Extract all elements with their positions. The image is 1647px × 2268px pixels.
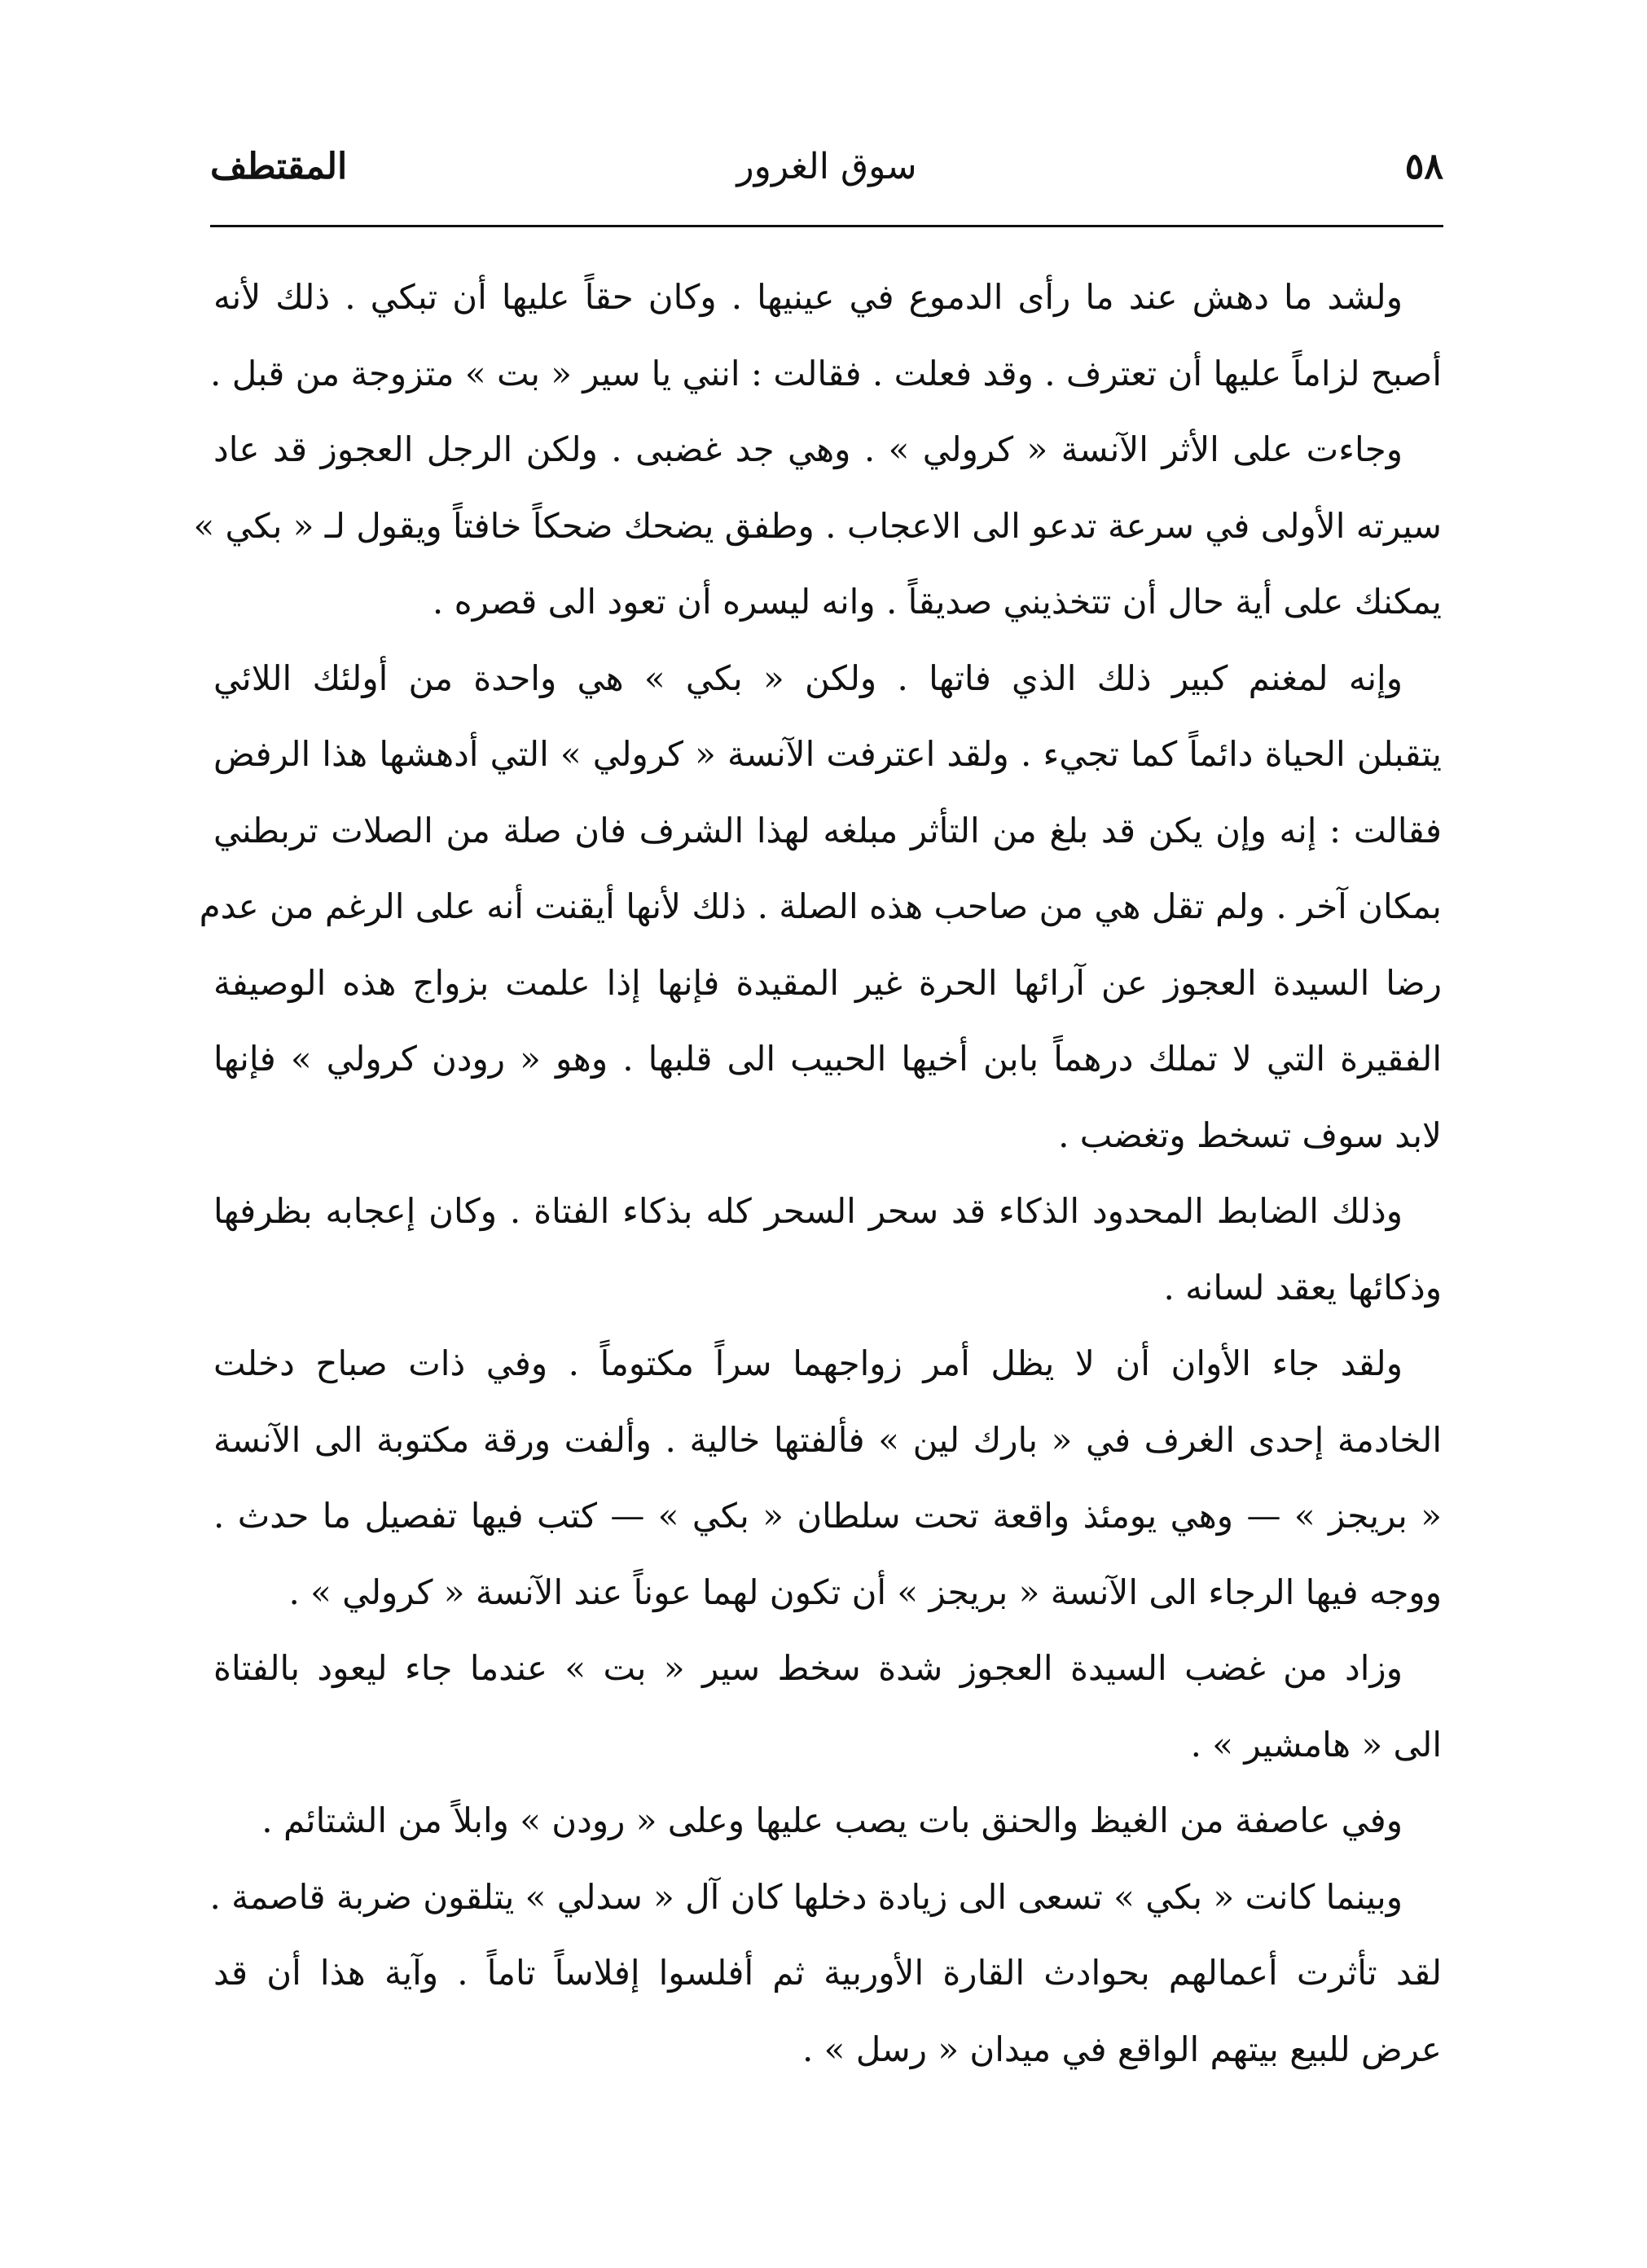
text-line: وذكائها يعقد لسانه . bbox=[1163, 1267, 1442, 1308]
text-line: فقالت : إنه وإن يكن قد بلغ من التأثر مبلغه لهذا الشرف فان صلة من الصلات تربطني bbox=[213, 810, 1442, 850]
text-line: الى « هامشير » . bbox=[1190, 1724, 1442, 1765]
paragraph bbox=[213, 1173, 1442, 1325]
text-line: الخادمة إحدى الغرف في « بارك لين » فألفتها خالية . وألفت ورقة مكتوبة الى الآنسة bbox=[213, 1419, 1442, 1460]
text-line: يتقبلن الحياة دائماً كما تجيء . ولقد اعترفت الآنسة « كرولي » التي أدهشها هذا الرفض bbox=[213, 734, 1442, 774]
text-line: لقد تأثرت أعمالهم بحوادث القارة الأوربية ثم أفلسوا إفلاساً تاماً . وآية هذا أن قد bbox=[213, 1953, 1442, 1993]
paragraph bbox=[213, 1630, 1442, 1782]
page-number: ٥٨ bbox=[1404, 146, 1443, 187]
text-line: أصبح لزاماً عليها أن تعترف . وقد فعلت . فقالت : انني يا سير « بت » متزوجة من قبل . bbox=[210, 353, 1442, 393]
text-line: ووجه فيها الرجاء الى الآنسة « بريجز » أن تكون لهما عوناً عند الآنسة « كرولي » . bbox=[288, 1571, 1442, 1612]
text-line: رضا السيدة العجوز عن آرائها الحرة غير المقيدة فإنها إذا علمت بزواج هذه الوصيفة bbox=[213, 962, 1442, 1003]
text-line: الفقيرة التي لا تملك درهماً بابن أخيها الحبيب الى قلبها . وهو « رودن كرولي » فإنها bbox=[213, 1039, 1442, 1079]
magazine-name: المقتطف bbox=[210, 146, 348, 187]
text-line: وجاءت على الأثر الآنسة « كرولي » . وهي جد غضبى . ولكن الرجل العجوز قد عاد bbox=[213, 429, 1403, 469]
text-line: لابد سوف تسخط وتغضب . bbox=[1058, 1114, 1442, 1155]
text-line: ولشد ما دهش عند ما رأى الدموع في عينيها . وكان حقاً عليها أن تبكي . ذلك لأنه bbox=[213, 277, 1403, 317]
body-text bbox=[193, 259, 1442, 2087]
header-rule bbox=[210, 225, 1443, 227]
paragraph bbox=[193, 411, 1442, 640]
text-line: وبينما كانت « بكي » تسعى الى زيادة دخلها كان آل « سدلي » يتلقون ضربة قاصمة . bbox=[209, 1876, 1403, 1917]
paragraph bbox=[213, 1325, 1442, 1630]
text-line: وإنه لمغنم كبير ذلك الذي فاتها . ولكن « بكي » هي واحدة من أولئك اللائي bbox=[213, 657, 1403, 698]
paragraph bbox=[213, 1782, 1442, 1859]
paragraph bbox=[209, 1859, 1442, 2088]
page-header bbox=[210, 138, 1443, 204]
paragraph bbox=[210, 259, 1442, 411]
text-line: وزاد من غضب السيدة العجوز شدة سخط سير « بت » عندما جاء ليعود بالفتاة bbox=[213, 1648, 1403, 1688]
running-title: سوق الغرور bbox=[736, 146, 917, 187]
text-line: عرض للبيع بيتهم الواقع في ميدان « رسل » . bbox=[802, 2028, 1442, 2069]
text-line: وذلك الضابط المحدود الذكاء قد سحر السحر كله بذكاء الفتاة . وكان إعجابه بظرفها bbox=[213, 1191, 1403, 1231]
text-line: « بريجز » — وهي يومئذ واقعة تحت سلطان « بكي » — كتب فيها تفصيل ما حدث . bbox=[213, 1496, 1442, 1536]
text-line: ولقد جاء الأوان أن لا يظل أمر زواجهما سراً مكتوماً . وفي ذات صباح دخلت bbox=[213, 1343, 1403, 1383]
text-line: بمكان آخر . ولم تقل هي من صاحب هذه الصلة . ذلك لأنها أيقنت أنه على الرغم من عدم bbox=[199, 886, 1442, 926]
text-line: وفي عاصفة من الغيظ والحنق بات يصب عليها وعلى « رودن » وابلاً من الشتائم . bbox=[261, 1800, 1403, 1840]
text-line: يمكنك على أية حال أن تتخذيني صديقاً . وانه ليسره أن تعود الى قصره . bbox=[432, 582, 1442, 622]
text-line: سيرته الأولى في سرعة تدعو الى الاعجاب . وطفق يضحك ضحكاً خافتاً ويقول لـ « بكي » bbox=[193, 505, 1442, 546]
paragraph bbox=[199, 640, 1442, 1174]
